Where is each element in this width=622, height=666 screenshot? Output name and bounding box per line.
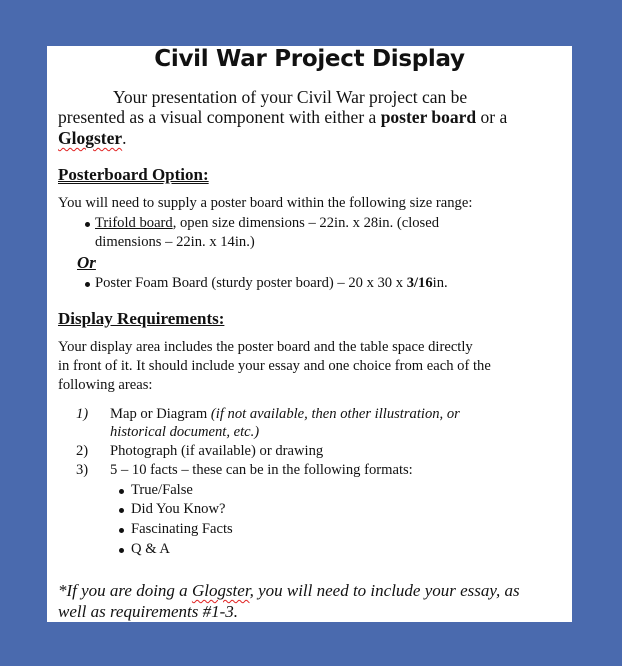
intro-text: .	[122, 128, 127, 148]
trifold-text: , open size dimensions – 22in. x 28in. (closed	[172, 215, 440, 231]
format-item: Did You Know?	[131, 501, 226, 517]
bullet-icon	[119, 548, 124, 553]
bullet-icon	[85, 282, 90, 287]
or-label: Or	[77, 253, 96, 272]
page-title: Civil War Project Display	[154, 46, 465, 72]
display-heading: Display Requirements:	[58, 309, 225, 328]
format-item: Fascinating Facts	[131, 521, 233, 537]
item-1	[110, 407, 460, 422]
foam-board-line	[95, 276, 448, 291]
posterboard-heading	[58, 166, 209, 183]
footer-text: *If you are doing a	[58, 581, 192, 600]
trifold-line-1	[95, 216, 439, 231]
intro-line-3	[58, 130, 127, 148]
foam-thickness: 3/16	[406, 275, 433, 291]
footer-glogster: Glogster	[191, 581, 250, 600]
bullet-icon	[119, 489, 124, 494]
bullet-icon	[85, 222, 90, 227]
heading-text: Posterboard Option:	[58, 165, 209, 184]
item-number: 2)	[76, 443, 89, 459]
footer-text: , you will need to include your essay, as	[249, 581, 520, 600]
item-number: 1)	[76, 406, 89, 422]
footer-line-2: well as requirements #1-3.	[58, 602, 239, 621]
trifold-line-2: dimensions – 22in. x 14in.)	[95, 234, 255, 250]
display-para-line: in front of it. It should include your essay and one choice from each of the	[58, 358, 491, 374]
footer-line-1	[58, 582, 520, 599]
item-note: (if not available, then other illustration, or	[210, 406, 460, 422]
display-para-line: Your display area includes the poster board and the table space directly	[58, 339, 473, 355]
bullet-icon	[119, 528, 124, 533]
bullet-icon	[119, 508, 124, 513]
intro-poster-board: poster board	[380, 107, 477, 127]
intro-glogster: Glogster	[58, 128, 123, 148]
item-2: Photograph (if available) or drawing	[110, 443, 324, 459]
display-para-line: following areas:	[58, 377, 153, 393]
foam-text: Poster Foam Board (sturdy poster board) – 20 x 30 x	[95, 275, 407, 291]
trifold-board-text: Trifold board	[95, 215, 173, 231]
intro-line-1: Your presentation of your Civil War project can be	[113, 87, 468, 107]
item-number: 3)	[76, 462, 89, 478]
format-item: True/False	[131, 482, 193, 498]
intro-text: or a	[476, 107, 508, 127]
posterboard-lead: You will need to supply a poster board within the following size range:	[58, 195, 473, 211]
item-1-note-line-2: historical document, etc.)	[110, 424, 260, 440]
intro-line-2	[58, 109, 507, 127]
intro-text: presented as a visual component with either a	[58, 107, 381, 127]
item-3: 5 – 10 facts – these can be in the following formats:	[110, 462, 413, 478]
format-item: Q & A	[131, 541, 170, 557]
document-page	[47, 46, 572, 622]
item-text: Map or Diagram	[110, 406, 211, 422]
foam-text: in.	[432, 275, 448, 291]
